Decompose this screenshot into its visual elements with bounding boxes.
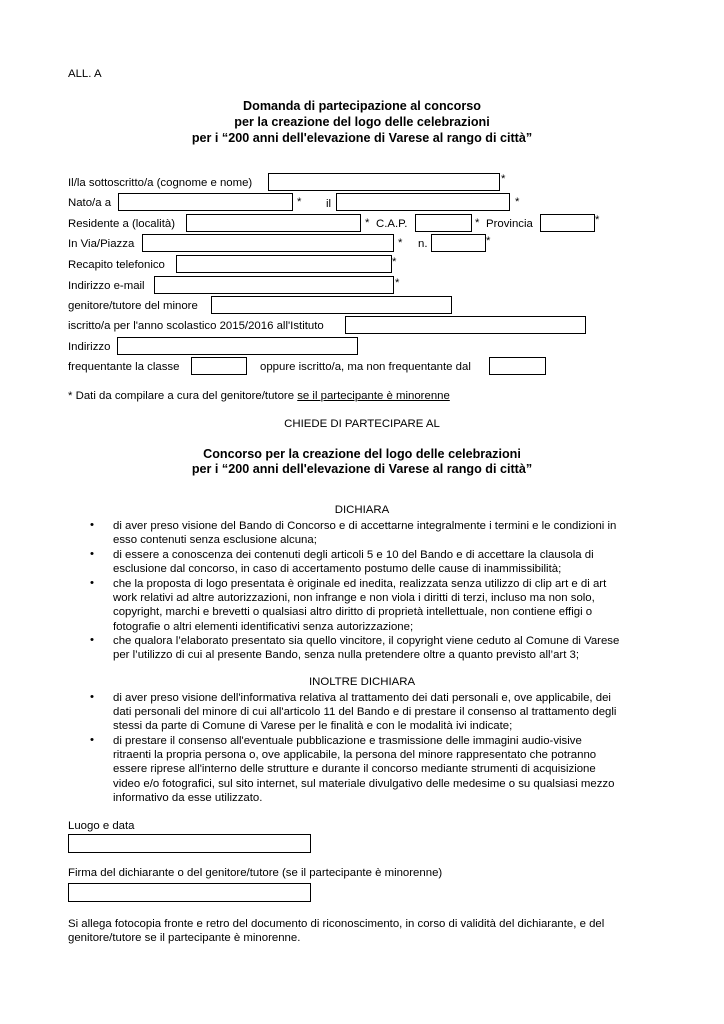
name-field[interactable] bbox=[268, 173, 500, 191]
email-field[interactable] bbox=[154, 276, 394, 294]
contest-title-line-2: per i “200 anni dell'elevazione di Varese al rango di città” bbox=[191, 462, 533, 476]
required-asterisk: * bbox=[475, 217, 480, 229]
born-label: Nato/a a bbox=[68, 197, 112, 209]
residence-field[interactable] bbox=[186, 214, 361, 232]
bullet-icon: • bbox=[90, 691, 94, 703]
birthplace-field[interactable] bbox=[118, 193, 293, 211]
bullet-icon: • bbox=[90, 634, 94, 646]
birthdate-field[interactable] bbox=[336, 193, 510, 211]
bullet-icon: • bbox=[90, 577, 94, 589]
further-declaration-title: INOLTRE DICHIARA bbox=[308, 676, 416, 688]
street-number-field[interactable] bbox=[431, 234, 486, 252]
number-label: n. bbox=[418, 238, 428, 250]
address-label: Indirizzo bbox=[68, 341, 111, 353]
phone-label: Recapito telefonico bbox=[68, 259, 165, 271]
contest-title-line-1: Concorso per la creazione del logo delle celebrazioni bbox=[203, 447, 521, 461]
cap-label: C.A.P. bbox=[376, 218, 408, 230]
required-asterisk: * bbox=[365, 217, 370, 229]
further-declaration-item: di prestare il consenso all'eventuale pubblicazione e trasmissione delle immagini audio-visive ritraenti la propria persona o, ove applicabile, la persona del minore rappresentato che potranno essere riprese all'interno delle strutture e durante il concorso mediante strumenti di acquisizione video e/o fotografici, sul sito internet, sul materiale divulgativo delle medesime o su qualsiasi mezzo informativo da esse utilizzato. bbox=[113, 735, 615, 804]
province-field[interactable] bbox=[540, 214, 595, 232]
declaration-item: di aver preso visione del Bando di Concorso e di accettarne integralmente i termini e le condizioni in esso contenuti senza esclusione alcuna; bbox=[113, 520, 617, 547]
required-note-underlined: se il partecipante è minorenne bbox=[297, 390, 450, 402]
request-title: CHIEDE DI PARTECIPARE AL bbox=[284, 418, 440, 430]
document-title-line-3: per i “200 anni dell'elevazione di Varese al rango di città” bbox=[191, 131, 533, 145]
place-date-field[interactable] bbox=[68, 834, 311, 853]
further-declaration-item: di aver preso visione dell'informativa relativa al trattamento dei dati personali e, ove applicabile, dei dati personali del minore di cui all'articolo 11 del Bando e di prestare il consenso al trattamento degli stessi da parte di Comune di Varese per le finalità e con le modalità ivi indicate; bbox=[113, 692, 617, 733]
required-note-text: * Dati da compilare a cura del genitore/tutore bbox=[68, 390, 295, 402]
residence-label: Residente a (località) bbox=[68, 218, 175, 230]
required-asterisk: * bbox=[395, 277, 400, 289]
attachment-label: ALL. A bbox=[68, 68, 102, 80]
class-field[interactable] bbox=[191, 357, 247, 375]
required-asterisk: * bbox=[392, 256, 397, 268]
declaration-item: che la proposta di logo presentata è originale ed inedita, realizzata senza utilizzo di clip art e di art work relativi ad altre autorizzazioni, non infrange e non viola i diritti di terzi, incluso ma non solo, copyright, marchi e brevetti o qualsiasi altro diritto di proprietà intellettuale, non contiene effigi o fotografie o altri elementi identificativi senza autorizzazione; bbox=[113, 578, 607, 633]
guardian-label: genitore/tutore del minore bbox=[68, 300, 198, 312]
place-date-label: Luogo e data bbox=[68, 820, 135, 832]
signature-label: Firma del dichiarante o del genitore/tutore (se il partecipante è minorenne) bbox=[68, 867, 443, 879]
bullet-icon: • bbox=[90, 519, 94, 531]
school-label: iscritto/a per l'anno scolastico 2015/2016 all'Istituto bbox=[68, 320, 324, 332]
document-title-line-1: Domanda di partecipazione al concorso bbox=[243, 99, 481, 113]
required-asterisk: * bbox=[515, 196, 520, 208]
not-attending-label: oppure iscritto/a, ma non frequentante dal bbox=[260, 361, 471, 373]
address-field[interactable] bbox=[117, 337, 358, 355]
required-asterisk: * bbox=[398, 237, 403, 249]
not-attending-since-field[interactable] bbox=[489, 357, 546, 375]
declaration-item: di essere a conoscenza dei contenuti degli articoli 5 e 10 del Bando e di accettare la clausola di esclusione dal concorso, in caso di accertamento postumo delle cause di inammissibilità; bbox=[113, 549, 594, 576]
required-asterisk: * bbox=[297, 196, 302, 208]
class-label: frequentante la classe bbox=[68, 361, 180, 373]
required-asterisk: * bbox=[501, 173, 506, 185]
required-asterisk: * bbox=[486, 235, 491, 247]
street-field[interactable] bbox=[142, 234, 394, 252]
street-label: In Via/Piazza bbox=[68, 238, 135, 250]
document-title-line-2: per la creazione del logo delle celebrazioni bbox=[234, 115, 490, 129]
bullet-icon: • bbox=[90, 548, 94, 560]
phone-field[interactable] bbox=[176, 255, 392, 273]
email-label: Indirizzo e-mail bbox=[68, 280, 145, 292]
province-label: Provincia bbox=[486, 218, 533, 230]
declaration-title: DICHIARA bbox=[334, 504, 390, 516]
school-field[interactable] bbox=[345, 316, 586, 334]
guardian-field[interactable] bbox=[211, 296, 452, 314]
born-date-label: il bbox=[326, 198, 332, 210]
name-label: Il/la sottoscritto/a (cognome e nome) bbox=[68, 177, 253, 189]
signature-field[interactable] bbox=[68, 883, 311, 902]
required-asterisk: * bbox=[595, 214, 600, 226]
declaration-item: che qualora l’elaborato presentato sia quello vincitore, il copyright viene ceduto al Comune di Varese per l’utilizzo di cui al presente Bando, senza nulla pretendere oltre a quanto previsto all’art 3; bbox=[113, 635, 620, 662]
cap-field[interactable] bbox=[415, 214, 472, 232]
bullet-icon: • bbox=[90, 734, 94, 746]
required-note bbox=[68, 390, 450, 402]
attachment-note: Si allega fotocopia fronte e retro del documento di riconoscimento, in corso di validità del dichiarante, e del genitore/tutore se il partecipante è minorenne. bbox=[68, 918, 605, 945]
